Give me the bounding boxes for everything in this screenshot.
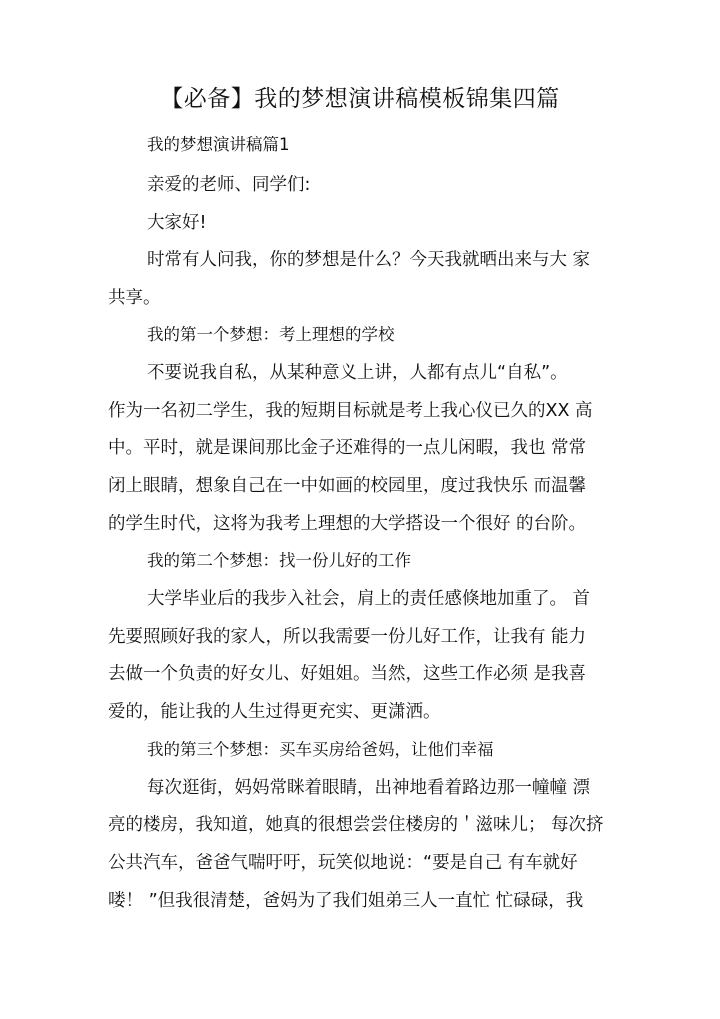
body-line: 不要说我自私，从某种意义上讲，人都有点儿“自私”。: [147, 363, 568, 383]
body-line: 先要照顾好我的家人，所以我需要一份儿好工作，让我有 能力: [108, 627, 587, 647]
dream-heading-2: 我的第二个梦想：找一份儿好的工作: [147, 551, 411, 570]
body-line: 大学毕业后的我步入社会，肩上的责任感倏地加重了。 首: [147, 589, 591, 609]
document-title: 【必备】我的梦想演讲稿模板锦集四篇: [160, 86, 560, 112]
body-line: 作为一名初二学生，我的短期目标就是考上我心仪已久的XX 高: [108, 401, 593, 421]
body-line: 闭上眼睛，想象自己在一中如画的校园里，度过我快乐 而温馨: [108, 476, 587, 496]
body-line: 公共汽车，爸爸气喘吁吁，玩笑似地说：“要是自己 有车就好: [108, 853, 578, 873]
body-line: 中。平时，就是课间那比金子还难得的一点儿闲暇，我也 常常: [108, 438, 587, 458]
section-heading-1: 我的梦想演讲稿篇1: [147, 135, 290, 154]
salutation-line: 亲爱的老师、同学们:: [147, 175, 311, 195]
body-line: 的学生时代，这将为我考上理想的大学搭设一个很好 的台阶。: [108, 514, 587, 534]
body-line: 时常有人问我，你的梦想是什么？今天我就晒出来与大 家: [147, 250, 591, 270]
dream-heading-3: 我的第三个梦想：买车买房给爸妈，让他们幸福: [147, 740, 494, 759]
body-line: 去做一个负责的好女儿、好姐姐。当然，这些工作必须 是我喜: [108, 664, 587, 684]
body-line: 每次逛街，妈妈常眯着眼睛，出神地看着路边那一幢幢 漂: [147, 778, 591, 798]
body-line: 共享。: [108, 288, 161, 308]
body-line: 爱的，能让我的人生过得更充实、更潇洒。: [108, 702, 441, 722]
dream-heading-1: 我的第一个梦想：考上理想的学校: [147, 325, 395, 344]
body-line: 亮的楼房，我知道，她真的很想尝尝住楼房的＇滋味儿； 每次挤: [108, 815, 604, 835]
body-line: 喽！ ”但我很清楚，爸妈为了我们姐弟三人一直忙 忙碌碌，我: [108, 891, 584, 911]
greeting-line: 大家好!: [147, 213, 207, 233]
